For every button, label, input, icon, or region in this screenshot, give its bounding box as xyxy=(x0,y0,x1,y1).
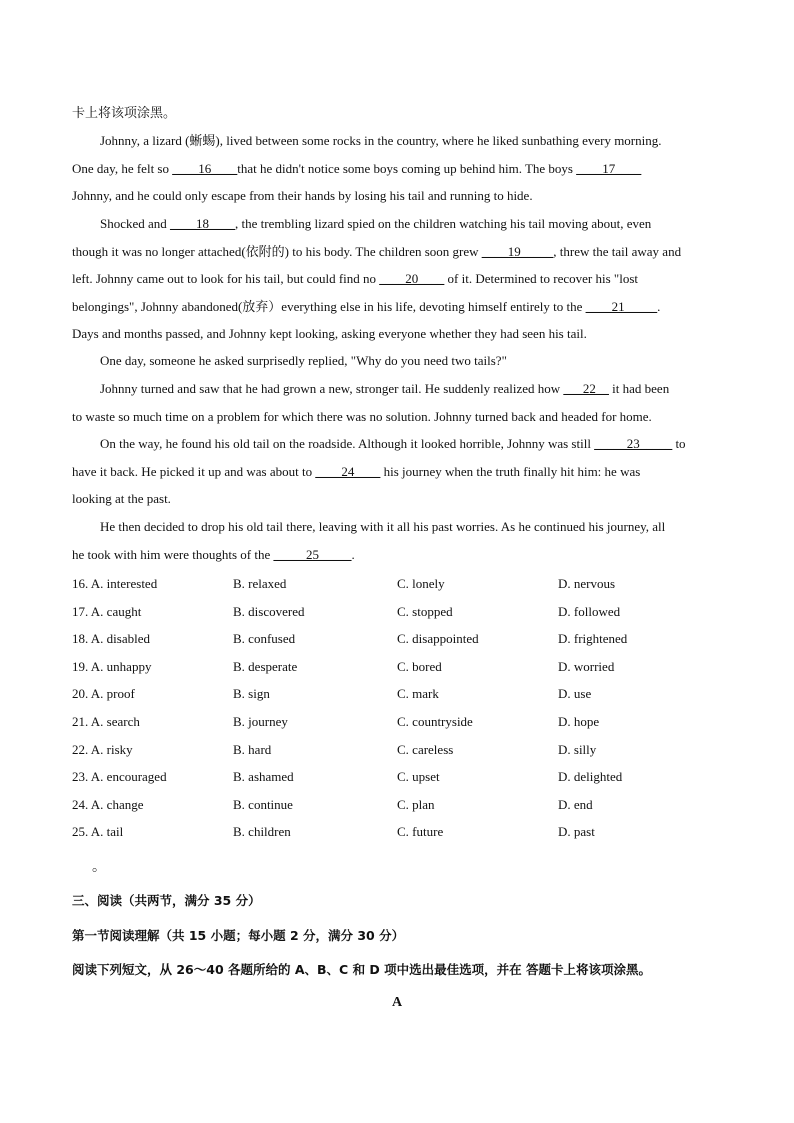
option-c: C. lonely xyxy=(397,576,445,591)
option-d: D. frightened xyxy=(558,631,628,647)
option-b: B. desperate xyxy=(233,658,298,674)
passage-paragraph-4 xyxy=(72,375,724,430)
option-row-23 xyxy=(72,763,732,791)
text-line: Johnny, a lizard (蜥蜴), lived between some rocks in the country, where he liked sunbathing every morning. xyxy=(100,133,662,148)
option-a: 16. A. interested xyxy=(72,576,158,591)
text-line: One day, he felt so ____16____that he didn't notice some boys coming up behind him. The boys ____17____ xyxy=(72,160,642,176)
option-row-19 xyxy=(72,653,732,681)
option-d: D. delighted xyxy=(558,769,623,785)
section-instruction: 阅读下列短文，从 26～40 各题所给的 A、B、C 和 D 项中选出最佳选项，并在 答题卡上将该项涂黑。 xyxy=(72,962,652,977)
answer-options xyxy=(72,570,732,846)
passage-paragraph-3 xyxy=(72,347,724,375)
option-c: C. countryside xyxy=(397,713,473,729)
passage-paragraph-2 xyxy=(72,210,724,348)
option-a: 23. A. encouraged xyxy=(72,769,167,785)
option-row-21 xyxy=(72,708,732,736)
text-line: Johnny turned and saw that he had grown a new, stronger tail. He suddenly realized how ___22__ it had been xyxy=(100,381,670,396)
option-b: B. discovered xyxy=(233,603,305,619)
text-line: though it was no longer attached(依附的) to his body. The children soon grew ____19_____, threw the tail away and xyxy=(72,243,682,259)
text-line: Johnny, and he could only escape from their hands by losing his tail and running to hide. xyxy=(72,188,533,204)
option-row-22 xyxy=(72,736,732,764)
option-c: C. upset xyxy=(397,769,440,785)
text-line: belongings", Johnny abandoned(放弃）everything else in his life, devoting himself entirely to the ____21_____. xyxy=(72,298,661,314)
option-d: D. end xyxy=(558,796,593,812)
text-line: have it back. He picked it up and was about to ____24____ his journey when the truth finally hit him: he was xyxy=(72,463,641,479)
blank-25: _____25_____ xyxy=(273,546,352,562)
blank-16: ____16____ xyxy=(172,160,238,176)
option-d: D. silly xyxy=(558,741,597,757)
stray-period: 。 xyxy=(92,860,106,875)
option-b: B. continue xyxy=(233,796,293,812)
option-b: B. sign xyxy=(233,686,270,702)
text-line: to waste so much time on a problem for which there was no solution. Johnny turned back and headed for home. xyxy=(72,408,652,424)
option-row-16 xyxy=(72,570,732,598)
option-a: 21. A. search xyxy=(72,713,140,729)
option-c: C. disappointed xyxy=(397,631,479,647)
option-d: D. hope xyxy=(558,713,600,729)
option-b: B. children xyxy=(233,824,291,840)
option-d: D. followed xyxy=(558,603,621,619)
option-b: B. ashamed xyxy=(233,769,294,785)
option-row-18 xyxy=(72,625,732,653)
option-c: C. plan xyxy=(397,796,435,812)
text-line: He then decided to drop his old tail there, leaving with it all his past worries. As he continued his journey, all xyxy=(100,519,666,534)
option-d: D. nervous xyxy=(558,576,616,591)
option-b: B. confused xyxy=(233,631,296,647)
option-a: 19. A. unhappy xyxy=(72,658,152,674)
option-row-24 xyxy=(72,791,732,819)
blank-21: ____21_____ xyxy=(585,298,658,314)
option-d: D. past xyxy=(558,824,595,840)
text-line: On the way, he found his old tail on the roadside. Although it looked horrible, Johnny was still _____23_____ to xyxy=(100,436,686,451)
option-a: 17. A. caught xyxy=(72,603,142,619)
blank-23: _____23_____ xyxy=(594,436,673,451)
passage-paragraph-1 xyxy=(72,127,724,210)
option-a: 25. A. tail xyxy=(72,824,124,840)
option-c: C. mark xyxy=(397,686,439,702)
option-b: B. hard xyxy=(233,741,272,757)
option-row-25 xyxy=(72,818,732,846)
option-a: 20. A. proof xyxy=(72,686,135,702)
option-row-17 xyxy=(72,598,732,626)
blank-24: ____24____ xyxy=(315,463,381,479)
option-d: D. use xyxy=(558,686,592,702)
option-a: 18. A. disabled xyxy=(72,631,150,647)
option-d: D. worried xyxy=(558,658,615,674)
blank-20: ____20____ xyxy=(379,271,445,287)
option-row-20 xyxy=(72,680,732,708)
option-c: C. bored xyxy=(397,658,442,674)
blank-18: ____18____ xyxy=(170,216,236,231)
option-a: 22. A. risky xyxy=(72,741,133,757)
text-line: he took with him were thoughts of the _____25_____. xyxy=(72,546,355,562)
text-line: left. Johnny came out to look for his tail, but could find no ____20____ of it. Determined to recover his "lost xyxy=(72,271,639,287)
blank-17: ____17____ xyxy=(576,160,642,176)
option-c: C. careless xyxy=(397,741,454,757)
option-c: C. future xyxy=(397,824,444,840)
section-heading: 三、阅读（共两节，满分 35 分） xyxy=(72,893,261,908)
passage-paragraph-5 xyxy=(72,430,724,513)
blank-19: ____19_____ xyxy=(481,243,554,259)
option-b: B. relaxed xyxy=(233,576,287,591)
text-line: looking at the past. xyxy=(72,491,171,507)
text-line: One day, someone he asked surprisedly replied, "Why do you need two tails?" xyxy=(100,353,507,368)
blank-22: ___22__ xyxy=(563,381,609,396)
passage-paragraph-6 xyxy=(72,513,724,568)
continued-instruction: 卡上将该项涂黑。 xyxy=(72,105,177,120)
subsection-heading: 第一节阅读理解（共 15 小题；每小题 2 分，满分 30 分） xyxy=(72,928,405,943)
option-b: B. journey xyxy=(233,713,288,729)
option-a: 24. A. change xyxy=(72,796,144,812)
text-line: Shocked and ____18____, the trembling lizard spied on the children watching his tail moving about, even xyxy=(100,216,652,231)
text-line: Days and months passed, and Johnny kept looking, asking everyone whether they had seen his tail. xyxy=(72,326,587,342)
option-c: C. stopped xyxy=(397,603,453,619)
passage-label: A xyxy=(391,995,403,1010)
